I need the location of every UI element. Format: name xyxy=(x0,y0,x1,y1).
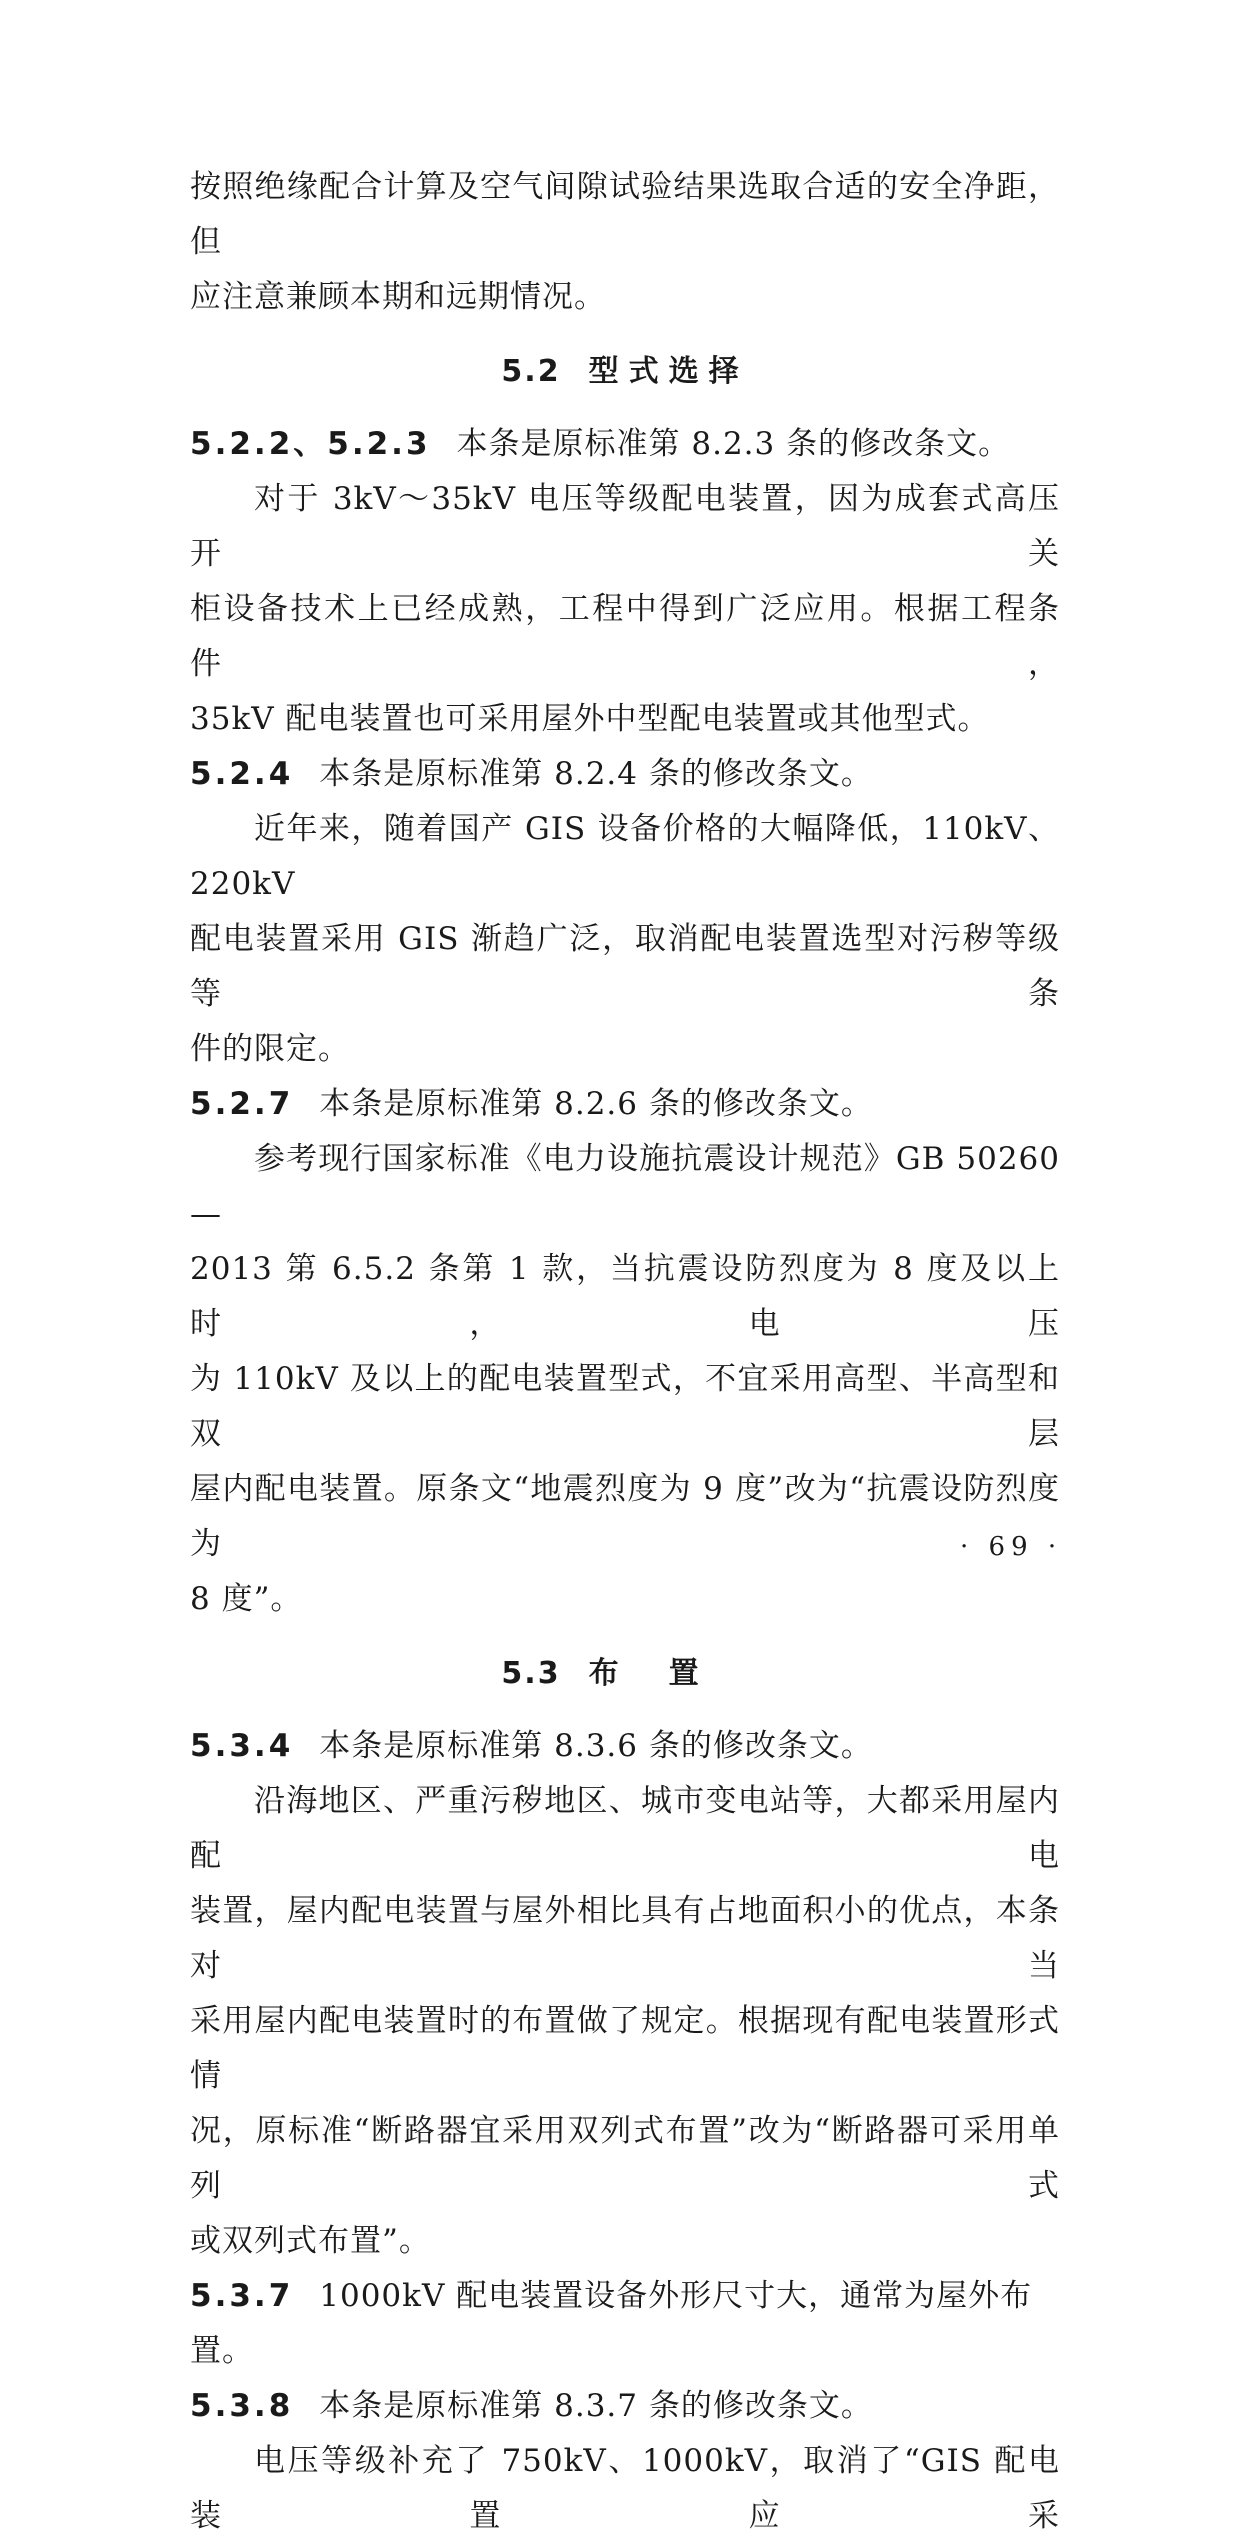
section-number: 5.3 xyxy=(501,1656,561,1691)
paragraph-line: 或双列式布置”。 xyxy=(190,2223,431,2259)
clause-number: 5.2.7 xyxy=(190,1086,294,1122)
paragraph-line: 屋内配电装置。原条文“地震烈度为 9 度”改为“抗震设防烈度为 xyxy=(190,1471,1060,1562)
paragraph-line: 2013 第 6.5.2 条第 1 款，当抗震设防烈度为 8 度及以上时，电压 xyxy=(190,1251,1060,1342)
clause-5-3-8 xyxy=(190,2379,1060,2434)
page-number: · 69 · xyxy=(960,1532,1063,1562)
section-heading-5-3 xyxy=(190,1649,1060,1699)
paragraph-line: 件的限定。 xyxy=(190,1031,350,1067)
clause-5-2-7 xyxy=(190,1077,1060,1132)
intro-line: 应注意兼顾本期和远期情况。 xyxy=(190,279,606,315)
paragraph-line: 采用屋内配电装置时的布置做了规定。根据现有配电装置形式情 xyxy=(190,2003,1060,2094)
clause-text: 本条是原标准第 8.3.6 条的修改条文。 xyxy=(319,1728,873,1764)
document-page xyxy=(190,160,1063,2544)
paragraph-line: 况，原标准“断路器宜采用双列式布置”改为“断路器可采用单列式 xyxy=(190,2113,1060,2204)
intro-line: 按照绝缘配合计算及空气间隙试验结果选取合适的安全净距，但 xyxy=(190,169,1060,260)
paragraph-line: 沿海地区、严重污秽地区、城市变电站等，大都采用屋内配电 xyxy=(190,1783,1060,1874)
paragraph-line: 近年来，随着国产 GIS 设备价格的大幅降低，110kV、220kV xyxy=(190,811,1060,902)
clause-5-3-4 xyxy=(190,1719,1060,1774)
clause-text: 本条是原标准第 8.3.7 条的修改条文。 xyxy=(319,2388,873,2424)
clause-number: 5.3.7 xyxy=(190,2278,294,2314)
clause-5-2-4 xyxy=(190,747,1060,802)
paragraph-line: 8 度”。 xyxy=(190,1581,303,1617)
clause-number: 5.3.8 xyxy=(190,2388,294,2424)
section-heading-5-2 xyxy=(190,347,1060,397)
clause-text: 本条是原标准第 8.2.4 条的修改条文。 xyxy=(319,756,873,792)
clause-5-2-2 xyxy=(190,417,1060,472)
clause-number: 5.2.2、5.2.3 xyxy=(190,426,431,462)
paragraph-line: 配电装置采用 GIS 渐趋广泛，取消配电装置选型对污秽等级等条 xyxy=(190,921,1060,1012)
section-number: 5.2 xyxy=(501,354,561,389)
paragraph-line: 参考现行国家标准《电力设施抗震设计规范》GB 50260— xyxy=(190,1141,1060,1232)
paragraph-line: 对于 3kV～35kV 电压等级配电装置，因为成套式高压开关 xyxy=(190,481,1060,572)
clause-number: 5.2.4 xyxy=(190,756,294,792)
paragraph-line: 柜设备技术上已经成熟，工程中得到广泛应用。根据工程条件， xyxy=(190,591,1060,682)
paragraph-line: 装置，屋内配电装置与屋外相比具有占地面积小的优点，本条对当 xyxy=(190,1893,1060,1984)
clause-text: 本条是原标准第 8.2.3 条的修改条文。 xyxy=(456,426,1011,462)
clause-5-3-7 xyxy=(190,2269,1060,2379)
paragraph-line: 为 110kV 及以上的配电装置型式，不宜采用高型、半高型和双层 xyxy=(190,1361,1060,1452)
paragraph-line: 35kV 配电装置也可采用屋外中型配电装置或其他型式。 xyxy=(190,701,990,737)
clause-text: 1000kV 配电装置设备外形尺寸大，通常为屋外布置。 xyxy=(190,2278,1033,2369)
clause-text: 本条是原标准第 8.2.6 条的修改条文。 xyxy=(319,1086,873,1122)
section-title: 型式选择 xyxy=(588,354,749,389)
section-title: 布置 xyxy=(588,1656,749,1691)
paragraph-line: 电压等级补充了 750kV、1000kV，取消了“GIS 配电装置应采 xyxy=(190,2443,1060,2534)
clause-number: 5.3.4 xyxy=(190,1728,294,1764)
